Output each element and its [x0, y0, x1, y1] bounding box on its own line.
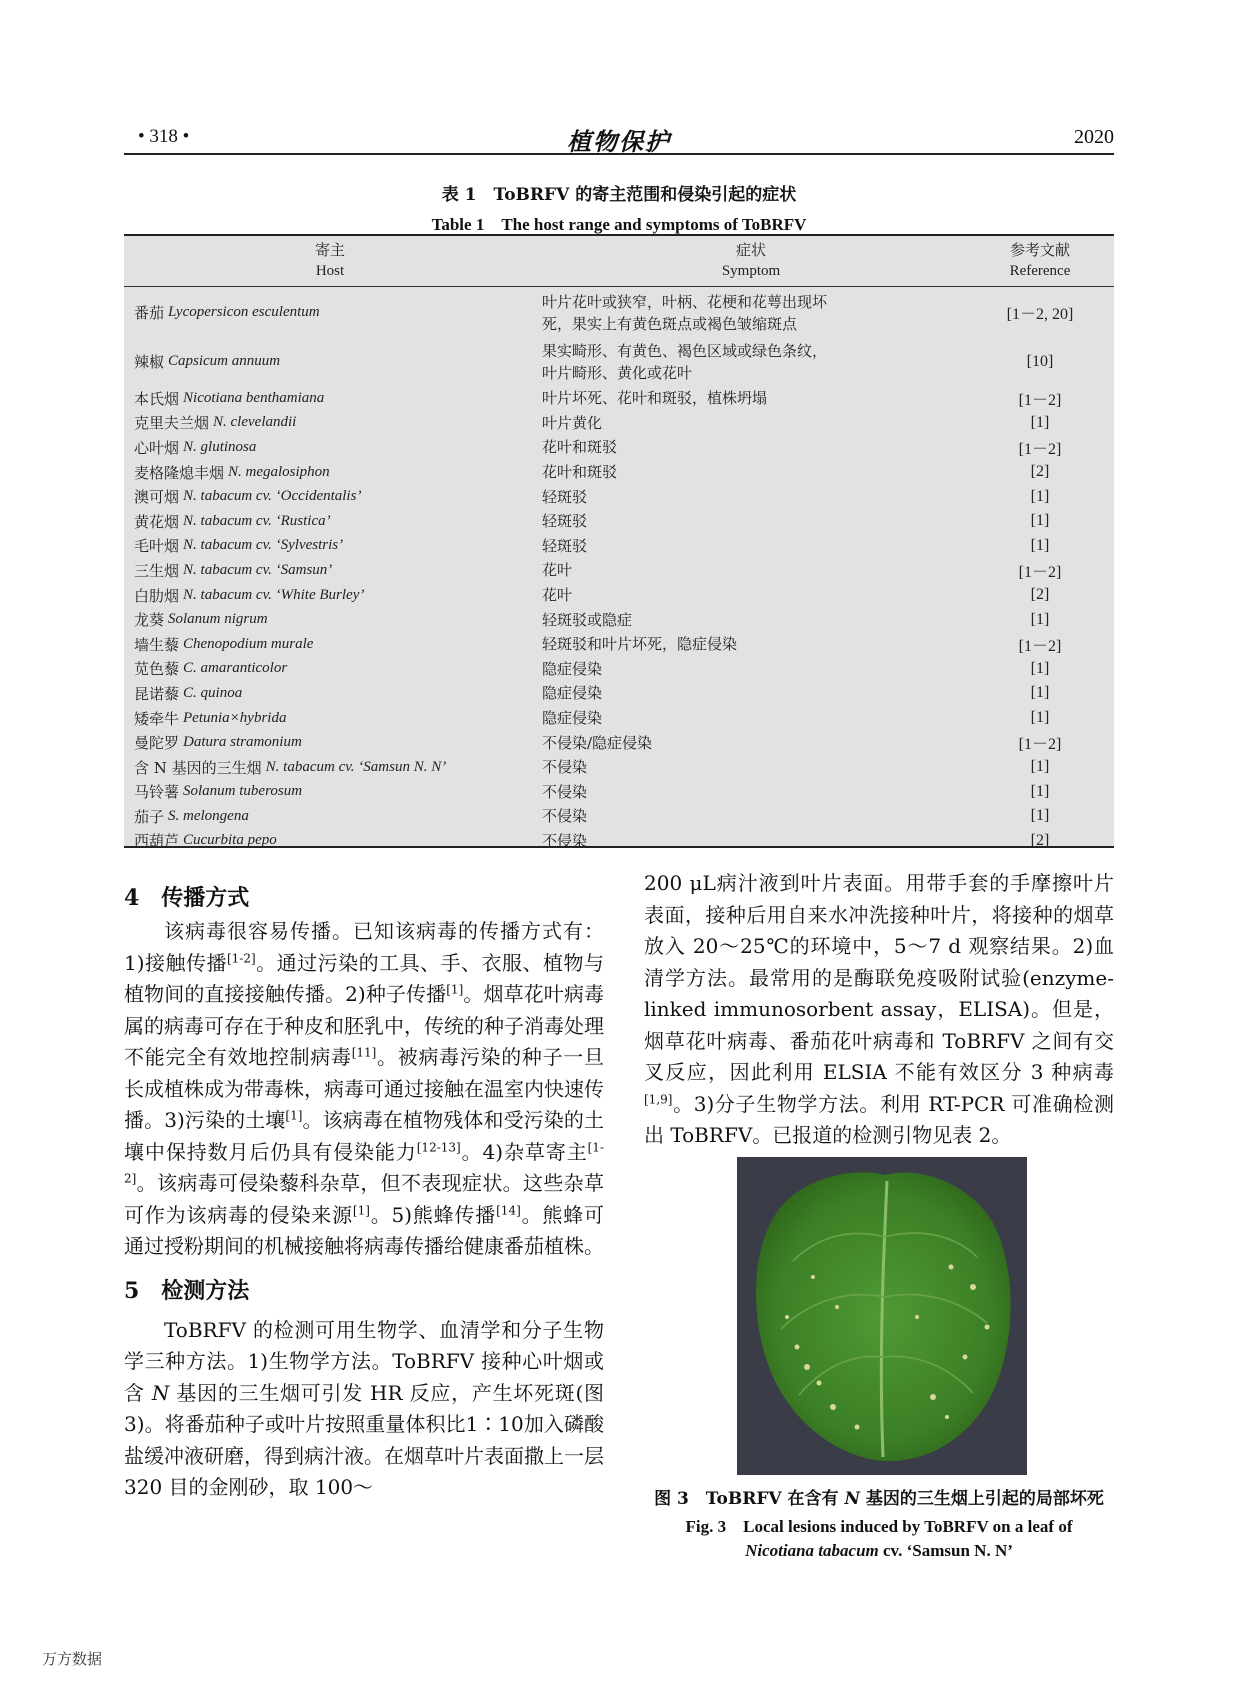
host-cell: 茄子 S. melongena: [134, 807, 249, 826]
journal-title: 植物保护: [567, 127, 671, 156]
figure-caption-cn: 图 3 ToBRFV 在含有 N 基因的三生烟上引起的局部坏死: [654, 1489, 1104, 1509]
table-row: [124, 632, 1114, 657]
header-reference-en: Reference: [1009, 263, 1071, 279]
symptom-cell: 不侵染: [542, 782, 588, 801]
table-row: [124, 657, 1114, 682]
reference-cell: [1]: [1030, 709, 1050, 727]
section-5-heading: 5 检测方法: [124, 1277, 250, 1304]
host-cell: 三生烟 N. tabacum cv. ‘Samsun’: [134, 561, 333, 580]
symptom-cell: 轻斑驳: [542, 487, 588, 506]
reference-cell: [1]: [1030, 782, 1050, 800]
table-row: [124, 386, 1114, 411]
header-host-cn: 寄主: [314, 241, 345, 259]
reference-cell: [1]: [1030, 684, 1050, 702]
symptom-cell: 叶片坏死、花叶和斑驳，植株坍塌: [542, 389, 768, 408]
header-symptom: [536, 240, 966, 282]
host-cell: 墙生藜 Chenopodium murale: [134, 635, 314, 654]
header-symptom-cn: 症状: [735, 241, 766, 259]
host-cell: 曼陀罗 Datura stramonium: [134, 734, 302, 753]
symptom-cell: 叶片黄化: [542, 413, 603, 432]
symptom-cell: 叶片花叶或狭窄，叶柄、花梗和花萼出现坏死，果实上有黄色斑点或褐色皱缩斑点: [542, 292, 828, 333]
reference-cell: [1]: [1030, 610, 1050, 628]
table-row: [124, 706, 1114, 731]
table-body: [124, 288, 1114, 853]
symptom-cell: 轻斑驳和叶片坏死，隐症侵染: [542, 635, 738, 654]
reference-cell: [1]: [1030, 758, 1050, 776]
section-5-body-continued: 200 μL病汁液到叶片表面。用带手套的手摩擦叶片表面，接种后用自来水冲洗接种叶片，将接种的烟草放入 20～25℃的环境中，5～7 d 观察结果。2)血清学方法。最常用的是酶联免疫吸附试验(enzyme-linked immunosorbent assay，ELISA)。但是，烟草花叶病毒、番茄花叶病毒和 ToBRFV 之间有交叉反应，因此利用 ELSIA 不能有效区分 3 种病毒[1,9]。3)分子生物学方法。利用 RT-PCR 可准确检测出 ToBRFV。已报道的检测引物见表 2。: [644, 871, 1114, 1147]
symptom-cell: 不侵染: [542, 807, 588, 826]
table-row: [124, 484, 1114, 509]
reference-cell: [1－2]: [1018, 563, 1062, 581]
host-cell: 本氏烟 Nicotiana benthamiana: [134, 389, 325, 408]
symptom-cell: 轻斑驳或隐症: [542, 610, 633, 629]
reference-cell: [2]: [1030, 831, 1050, 849]
host-range-table: [124, 234, 1114, 851]
footer-watermark: 万方数据: [42, 1650, 103, 1668]
reference-cell: [1－2]: [1018, 637, 1062, 655]
symptom-cell: 隐症侵染: [542, 659, 603, 678]
header-year: 2020: [1074, 126, 1114, 148]
section-4-heading: 4 传播方式: [124, 885, 250, 911]
reference-cell: [10]: [1026, 352, 1054, 370]
table-row: [124, 534, 1114, 559]
host-cell: 番茄 Lycopersicon esculentum: [134, 304, 320, 322]
host-cell: 矮牵牛 Petunia×hybrida: [134, 709, 287, 728]
table-row: [124, 780, 1114, 805]
reference-cell: [1－2]: [1018, 440, 1062, 458]
figure-caption-en-line2: Nicotiana tabacum cv. ‘Samsun N. N’: [745, 1541, 1013, 1560]
section-4-body: 该病毒很容易传播。已知该病毒的传播方式有：1)接触传播[1-2]。通过污染的工具、手、衣服、植物与植物间的直接接触传播。2)种子传播[1]。烟草花叶病毒属的病毒可存在于种皮和胚乳中，传统的种子消毒处理不能完全有效地控制病毒[11]。被病毒污染的种子一旦长成植株成为带毒株，病毒可通过接触在温室内快速传播。3)污染的土壤[1]。该病毒在植物残体和受污染的土壤中保持数月后仍具有侵染能力[12-13]。4)杂草寄主[1-2]。该病毒可侵染藜科杂草，但不表现症状。这些杂草可作为该病毒的侵染来源[1]。5)熊蜂传播[14]。熊蜂可通过授粉期间的机械接触将病毒传播给健康番茄植株。: [124, 919, 605, 1258]
table-row: [124, 337, 1114, 386]
symptom-cell: 不侵染: [542, 831, 588, 850]
symptom-cell: 花叶和斑驳: [542, 438, 618, 457]
table-row: [124, 583, 1114, 608]
section-5-body: ToBRFV 的检测可用生物学、血清学和分子生物学三种方法。1)生物学方法。ToBRFV 接种心叶烟或含 N 基因的三生烟可引发 HR 反应，产生坏死斑(图 3)。将番茄种子或叶片按照重量体积比1∶10加入磷酸盐缓冲液研磨，得到病汁液。在烟草叶片表面撒上一层 320 目的金刚砂，取 100～: [124, 1317, 605, 1499]
symptom-cell: 不侵染/隐症侵染: [542, 733, 653, 752]
host-cell: 苋色藜 C. amaranticolor: [134, 660, 288, 679]
reference-cell: [1]: [1030, 536, 1050, 554]
reference-cell: [1－2, 20]: [1006, 306, 1074, 323]
reference-cell: [1]: [1030, 659, 1050, 677]
host-cell: 辣椒 Capsicum annuum: [134, 353, 281, 371]
page-number: • 318 •: [138, 126, 190, 147]
reference-cell: [2]: [1030, 463, 1050, 481]
table-row: [124, 607, 1114, 632]
table-caption-en: Table 1 The host range and symptoms of ToBRFV: [431, 215, 807, 234]
reference-cell: [1]: [1030, 512, 1050, 530]
table-row: [124, 435, 1114, 460]
header-host: [124, 240, 536, 282]
figure-caption-en-line1: Fig. 3 Local lesions induced by ToBRFV on a leaf of: [685, 1517, 1073, 1536]
left-column: [124, 880, 604, 1504]
header-reference: [966, 240, 1114, 282]
table-header: [124, 236, 1114, 287]
host-cell: 白肋烟 N. tabacum cv. ‘White Burley’: [134, 586, 365, 605]
host-cell: 龙葵 Solanum nigrum: [134, 611, 268, 630]
reference-cell: [1－2]: [1018, 736, 1062, 754]
table-row: [124, 288, 1114, 337]
header-reference-cn: 参考文献: [1009, 241, 1070, 259]
host-cell: 含 N 基因的三生烟 N. tabacum cv. ‘Samsun N. N’: [134, 758, 447, 777]
leaf-image: [737, 1157, 1027, 1475]
host-cell: 昆诺藜 C. quinoa: [134, 684, 243, 703]
header-symptom-en: Symptom: [721, 263, 781, 279]
reference-cell: [1]: [1030, 807, 1050, 825]
host-cell: 黄花烟 N. tabacum cv. ‘Rustica’: [134, 512, 331, 531]
table-row: [124, 730, 1114, 755]
table-row: [124, 558, 1114, 583]
symptom-cell: 花叶: [542, 561, 573, 580]
table-row: [124, 755, 1114, 780]
host-cell: 克里夫兰烟 N. clevelandii: [134, 414, 297, 433]
symptom-cell: 隐症侵染: [542, 684, 603, 703]
host-cell: 西葫芦 Cucurbita pepo: [134, 832, 277, 851]
table-row: [124, 829, 1114, 854]
host-cell: 马铃薯 Solanum tuberosum: [134, 783, 303, 802]
host-cell: 毛叶烟 N. tabacum cv. ‘Sylvestris’: [134, 537, 344, 556]
reference-cell: [1]: [1030, 413, 1050, 431]
leaf-photo: [737, 1157, 1027, 1475]
symptom-cell: 果实畸形、有黄色、褐色区域或绿色条纹，叶片畸形、黄化或花叶: [542, 341, 828, 382]
symptom-cell: 花叶: [542, 586, 573, 605]
reference-cell: [2]: [1030, 586, 1050, 604]
header-host-en: Host: [315, 263, 345, 279]
symptom-cell: 隐症侵染: [542, 709, 603, 728]
header-rule: [124, 153, 1114, 155]
reference-cell: [1]: [1030, 487, 1050, 505]
table-row: [124, 804, 1114, 829]
host-cell: 心叶烟 N. glutinosa: [134, 438, 257, 457]
symptom-cell: 轻斑驳: [542, 536, 588, 555]
table-row: [124, 411, 1114, 436]
host-cell: 澳可烟 N. tabacum cv. ‘Occidentalis’: [134, 488, 362, 507]
symptom-cell: 花叶和斑驳: [542, 463, 618, 482]
reference-cell: [1－2]: [1018, 391, 1062, 409]
host-cell: 麦格隆熄丰烟 N. megalosiphon: [134, 463, 330, 482]
table-row: [124, 509, 1114, 534]
table-row: [124, 460, 1114, 485]
right-column: [644, 868, 1114, 1152]
symptom-cell: 不侵染: [542, 758, 588, 777]
symptom-cell: 轻斑驳: [542, 512, 588, 531]
running-header: [124, 120, 1114, 154]
table-caption-cn: 表 1 ToBRFV 的寄主范围和侵染引起的症状: [441, 185, 797, 205]
table-row: [124, 681, 1114, 706]
